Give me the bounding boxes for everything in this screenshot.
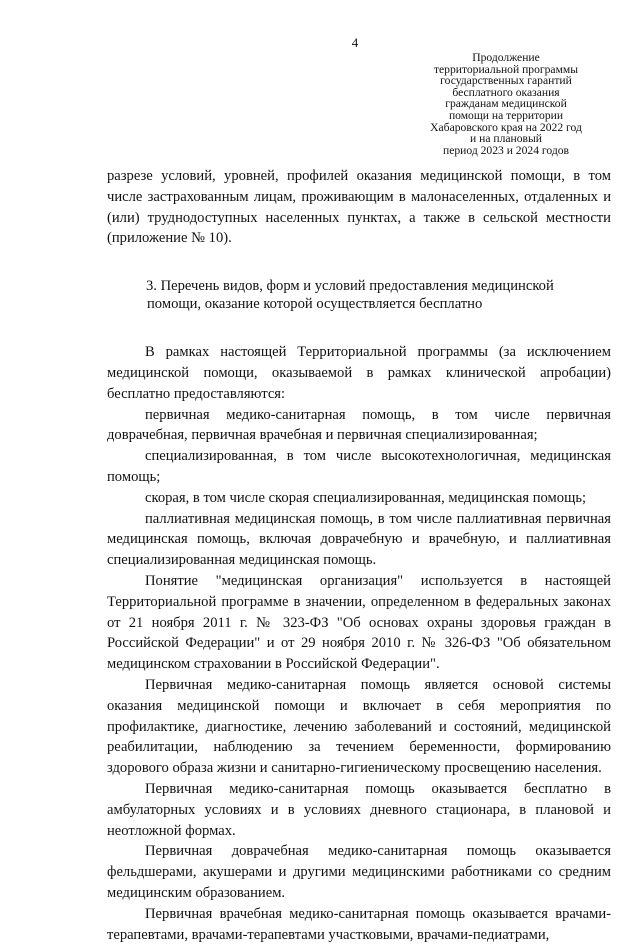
body-paragraph: скорая, в том числе скорая специализированная, медицинская помощь; xyxy=(145,489,587,506)
intro-paragraph: разрезе условий, уровней, профилей оказания медицинской помощи, в том числе застрахованным лицам, проживающим в малонаселенных, отдаленных и (или) труднодоступных населенных пунктах, а также в сельской местности (приложение № 10). xyxy=(107,168,611,247)
document-body xyxy=(107,166,611,945)
body-paragraph: специализированная, в том числе высокотехнологичная, медицинская помощь; xyxy=(107,448,611,485)
header-note-line: и на плановый xyxy=(470,132,542,146)
header-note-line: период 2023 и 2024 годов xyxy=(443,143,569,157)
header-note-line: Продолжение xyxy=(472,51,540,64)
header-note-line: территориальной программы xyxy=(433,62,579,76)
body-paragraph: Первичная доврачебная медико-санитарная помощь оказывается фельдшерами, акушерами и другими медицинскими работниками со средним медицинским образованием. xyxy=(107,843,611,901)
body-paragraph: Первичная врачебная медико-санитарная помощь оказывается врачами-терапевтами, врачами-терапевтами участковыми, врачами-педиатрами, xyxy=(107,905,611,943)
body-paragraph: В рамках настоящей Территориальной программы (за исключением медицинской помощи, оказываемой в рамках клинической апробации) бесплатно предоставляются: xyxy=(107,344,611,402)
body-paragraph: Первичная медико-санитарная помощь оказывается бесплатно в амбулаторных условиях и в условиях дневного стационара, в плановой и неотложной формах. xyxy=(107,780,611,839)
section-heading-line: помощи, оказание которой осуществляется бесплатно xyxy=(147,296,483,313)
section-heading-line: 3. Перечень видов, форм и условий предоставления медицинской xyxy=(146,278,554,295)
header-note-line: помощи на территории xyxy=(448,108,564,122)
section-heading xyxy=(107,277,611,313)
header-note-line: государственных гарантий xyxy=(440,74,572,88)
header-note xyxy=(416,52,596,156)
header-note-line: гражданам медицинской xyxy=(445,97,567,111)
body-paragraph: первичная медико-санитарная помощь, в том числе первичная доврачебная, первичная врачебная и первичная специализированная; xyxy=(107,406,611,444)
page-number: 4 xyxy=(351,35,359,50)
header-note-line: Хабаровского края на 2022 год xyxy=(430,120,582,134)
body-paragraph: Первичная медико-санитарная помощь является основой системы оказания медицинской помощи и включает в себя мероприятия по профилактике, диагностике, лечению заболеваний и состояний, медицинской реабилитации, наблюдению за течением беременности, формированию здорового образа жизни и санитарно-гигиеническому просвещению населения. xyxy=(107,676,611,777)
body-paragraph: Понятие "медицинская организация" используется в настоящей Территориальной программе в значении, определенном в федеральных законах от 21 ноября 2011 г. № 323-ФЗ "Об основах охраны здоровья граждан в Российской Федерации" и от 29 ноября 2010 г. № 326-ФЗ "Об обязательном медицинском страховании в Российской Федерации". xyxy=(107,572,611,673)
body-paragraph: паллиативная медицинская помощь, в том числе паллиативная первичная медицинская помощь, включая доврачебную и врачебную, и паллиативная специализированная медицинская помощь. xyxy=(107,510,611,569)
header-note-line: бесплатного оказания xyxy=(452,85,560,99)
